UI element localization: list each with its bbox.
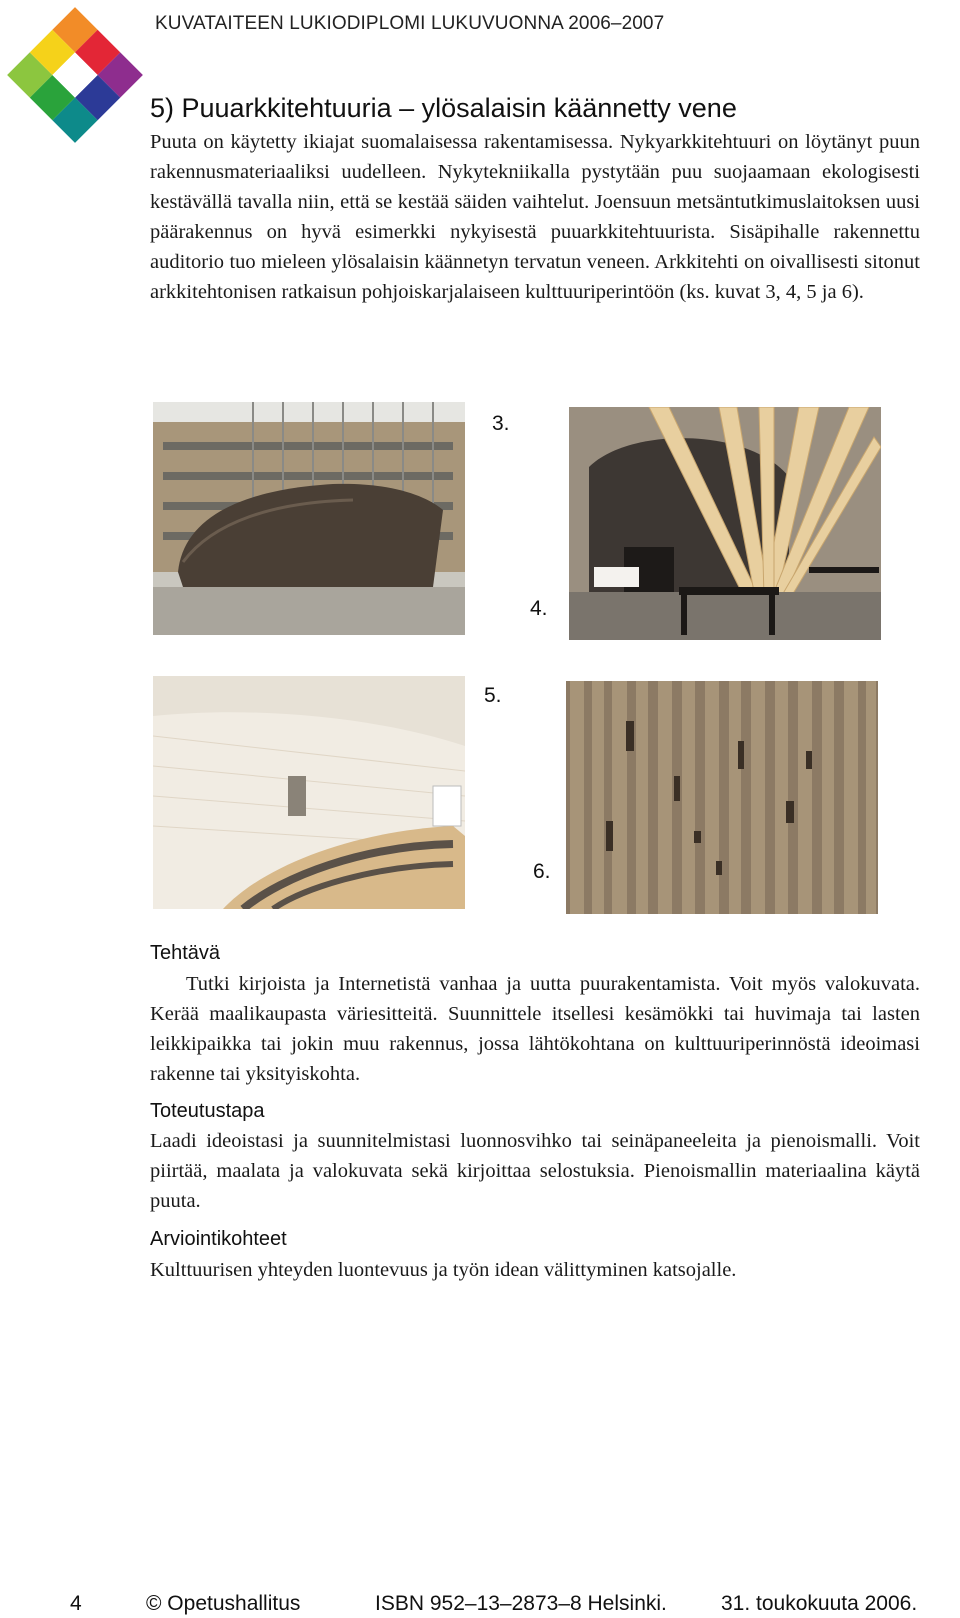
intro-paragraph: Puuta on käytetty ikiajat suomalaisessa rakentamisessa. Nykyarkkitehtuuri on löytänyt puun rakennusmateriaaliksi uudelleen. Nykytekniikalla pystytään puu suojaamaan ekologisesti kestävällä tavalla niin, että se kestää säiden vaihtelut. Joensuun metsäntutkimuslaitoksen uusi päärakennus on hyvä esimerkki nykyisestä puuarkkitehtuurista. Sisäpihalle rakennettu auditorio tuo mieleen ylösalaisin käännetyn tervatun veneen. Arkkitehti on oivallisesti sitonut arkkitehtonisen ratkaisun pohjoiskarjalaiseen kulttuuriperintöön (ks. kuvat 3, 4, 5 ja 6). (150, 131, 920, 303)
footer-copyright: © Opetushallitus (146, 1592, 301, 1615)
photo-timber-columns (569, 407, 881, 640)
photo-auditorium-interior (153, 676, 465, 909)
section-title: 5) Puuarkkitehtuuria – ylösalaisin käännetty vene (150, 93, 737, 123)
figure-label-5: 5. (484, 684, 502, 707)
photo-auditorium-exterior (153, 402, 465, 635)
figure-label-6: 6. (533, 860, 551, 883)
task-heading: Tehtävä (150, 942, 221, 964)
photo-wooden-planks (566, 681, 878, 914)
footer-date: 31. toukokuuta 2006. (721, 1592, 918, 1615)
diploma-logo (6, 6, 144, 144)
page-number: 4 (70, 1592, 82, 1615)
running-header: KUVATAITEEN LUKIODIPLOMI LUKUVUONNA 2006–2007 (155, 13, 665, 34)
implementation-text: Laadi ideoistasi ja suunnitelmistasi luonnosvihko tai seinäpaneeleita ja pienoismalli. Voit piirtää, maalata ja valokuvata sekä kirjoittaa selostuksia. Pienoismallin materiaalina käytä puuta. (150, 1130, 920, 1212)
figure-label-3: 3. (492, 412, 510, 435)
task-text: Tutki kirjoista ja Internetistä vanhaa ja uutta puurakentamista. Voit myös valokuvata. Kerää maalikaupasta väriesitteitä. Suunnittele itsellesi kesämökki tai huvimaja tai lasten leikkipaikka tai jokin muu rakennus, jossa lähtökohtana on kulttuuriperinnöstä ideoimasi rakenne tai yksityiskohta. (150, 973, 920, 1085)
figure-label-4: 4. (530, 597, 548, 620)
assessment-text: Kulttuurisen yhteyden luontevuus ja työn idean välittyminen katsojalle. (150, 1259, 737, 1281)
implementation-heading: Toteutustapa (150, 1100, 265, 1122)
assessment-heading: Arviointikohteet (150, 1228, 287, 1250)
footer-isbn: ISBN 952–13–2873–8 Helsinki. (375, 1592, 667, 1615)
